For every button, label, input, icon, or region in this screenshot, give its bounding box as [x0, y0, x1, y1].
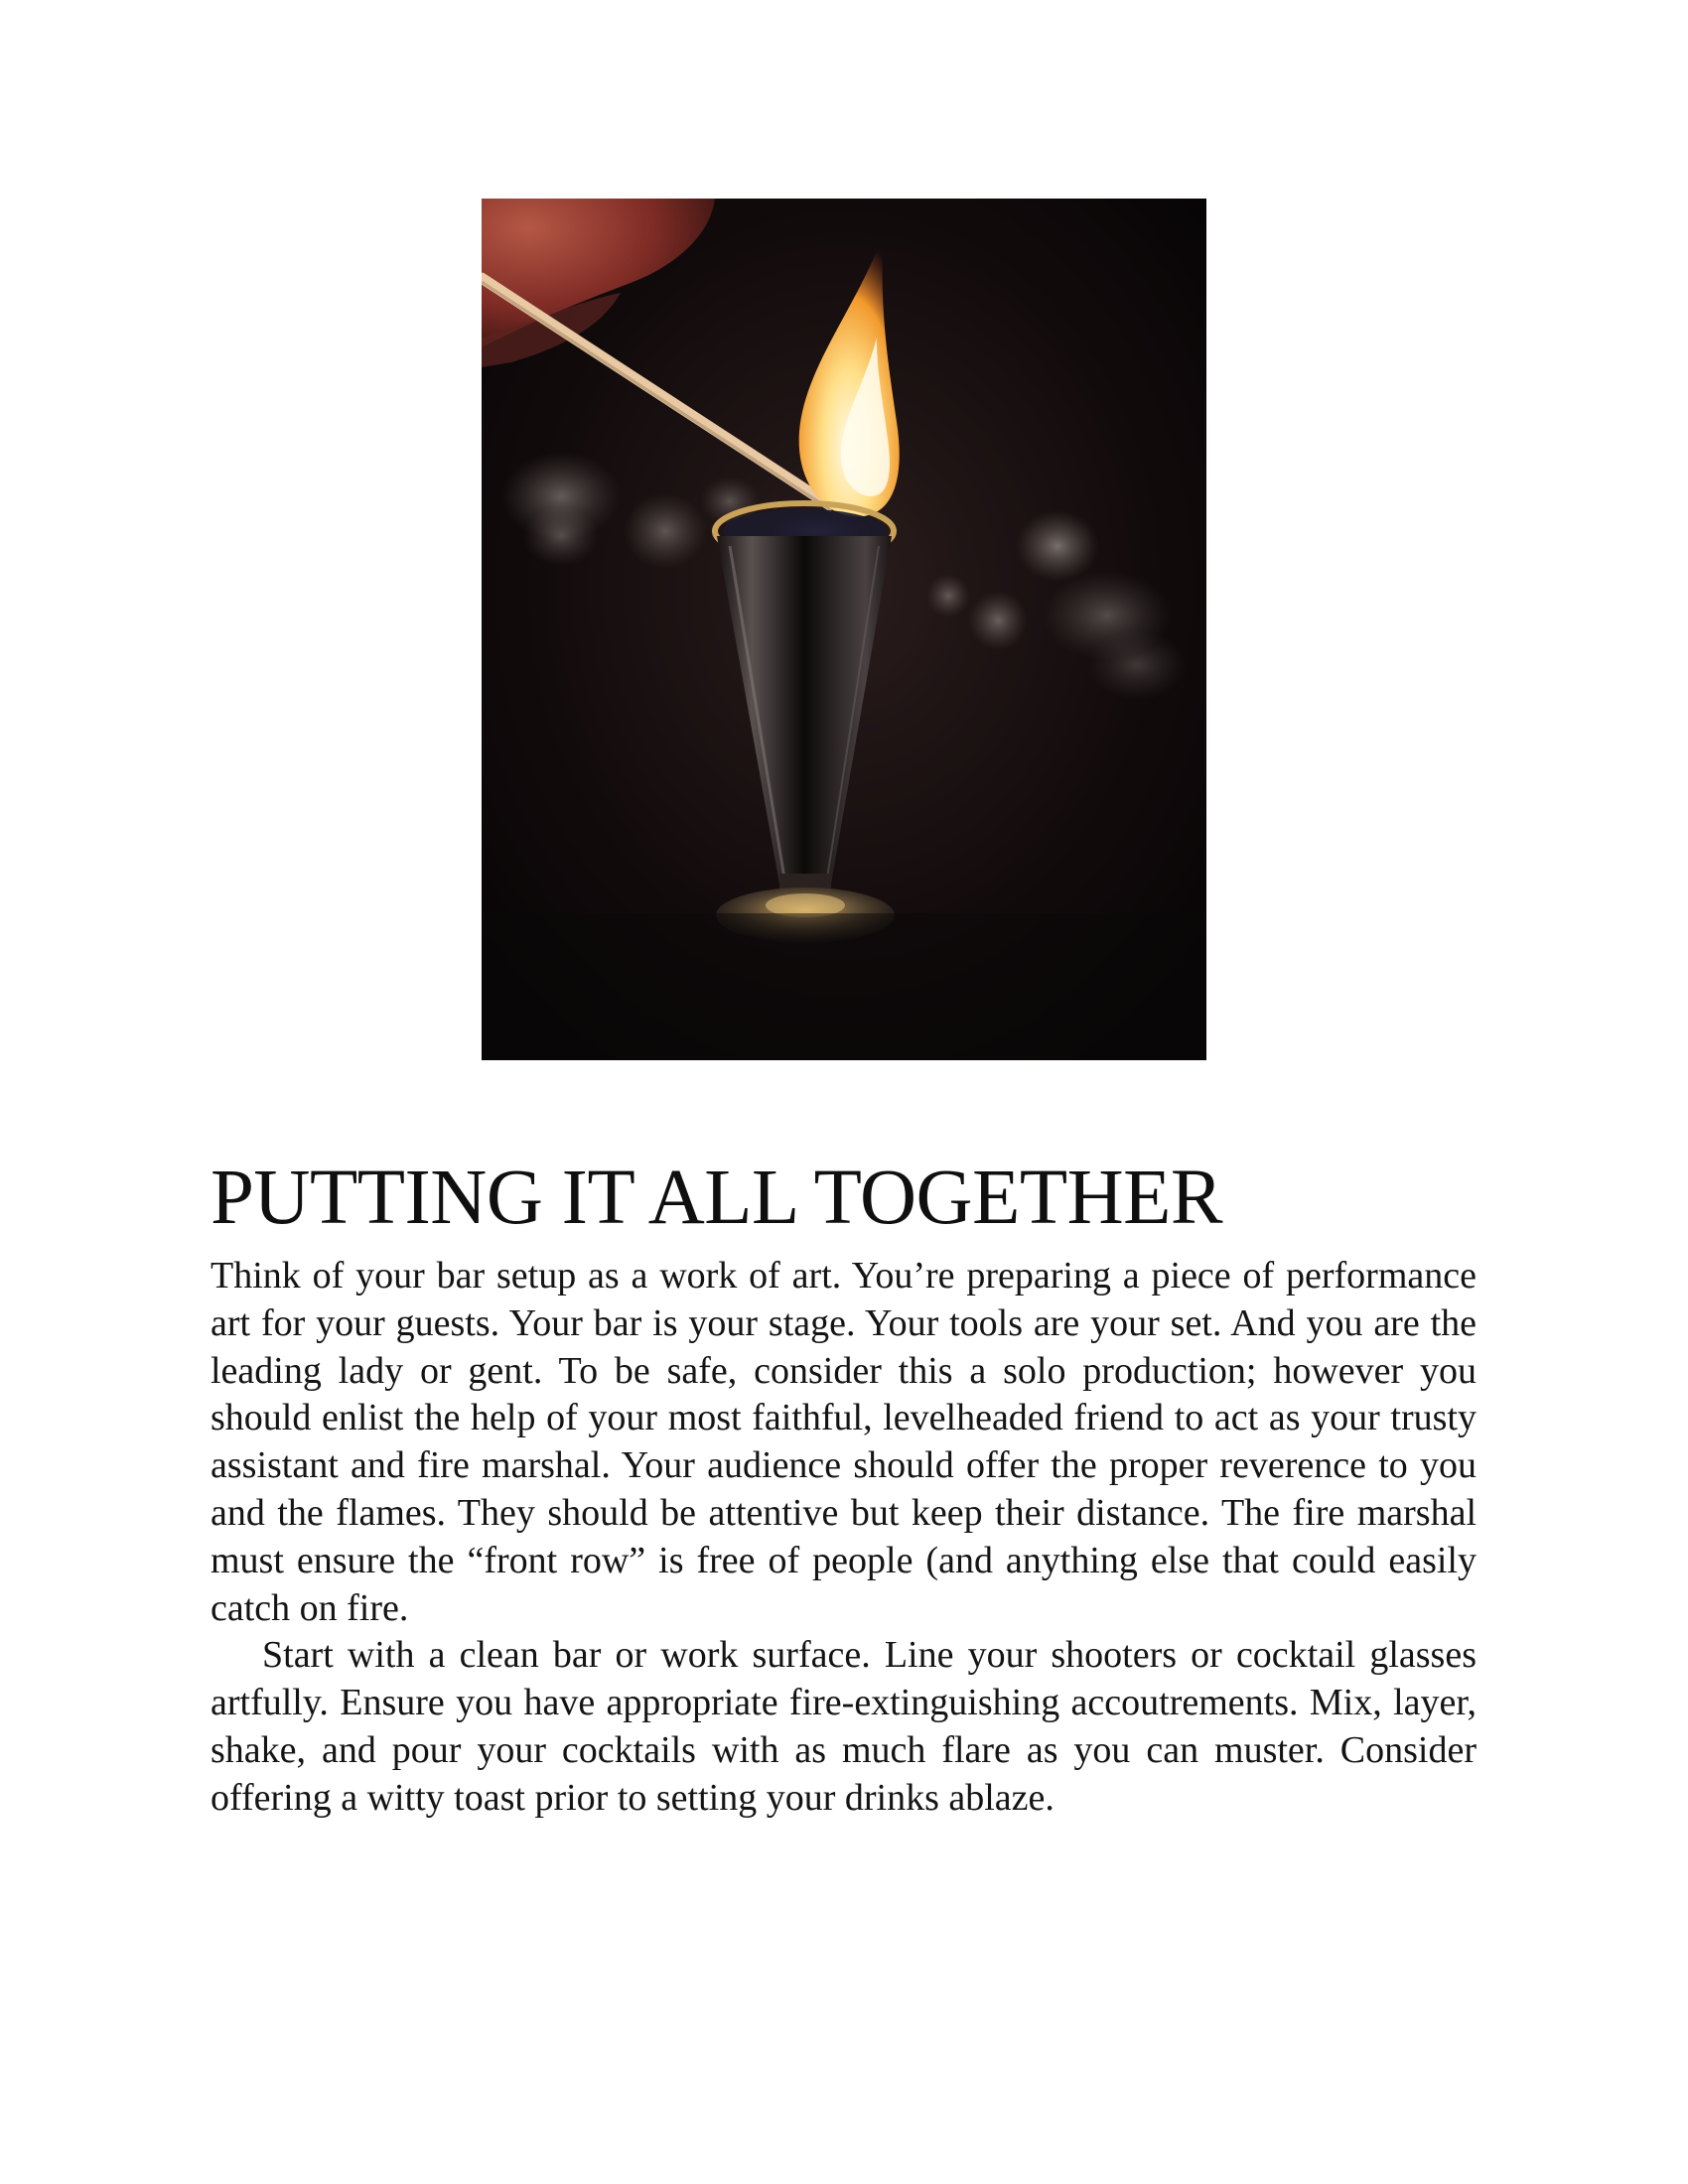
paragraph: Think of your bar setup as a work of art. You’re preparing a piece of performance art for your guests. Your bar is your stage. Your tools are your set. And you are the leading lady or gent. To be safe, consider this a solo production; however you should enlist the help of your most faithful, levelheaded friend to act as your trusty assistant and fire marshal. Your audience should offer the proper reverence to you and the flames. They should be attentive but keep their distance. The fire marshal must ensure the “front row” is free of people (and anything else that could easily catch on fire. — [211, 1255, 1477, 1629]
paragraph: Start with a clean bar or work surface. Line your shooters or cocktail glasses artfully. Ensure you have appropriate fire-extinguishing accoutrements. Mix, layer, shake, and pour your cocktails with as much flare as you can muster. Consider offering a witty toast prior to setting your drinks ablaze. — [211, 1634, 1477, 1819]
body-text — [211, 1253, 1477, 1823]
flaming-shot-photo — [482, 199, 1206, 1060]
page-title: PUTTING IT ALL TOGETHER — [211, 1155, 1223, 1241]
